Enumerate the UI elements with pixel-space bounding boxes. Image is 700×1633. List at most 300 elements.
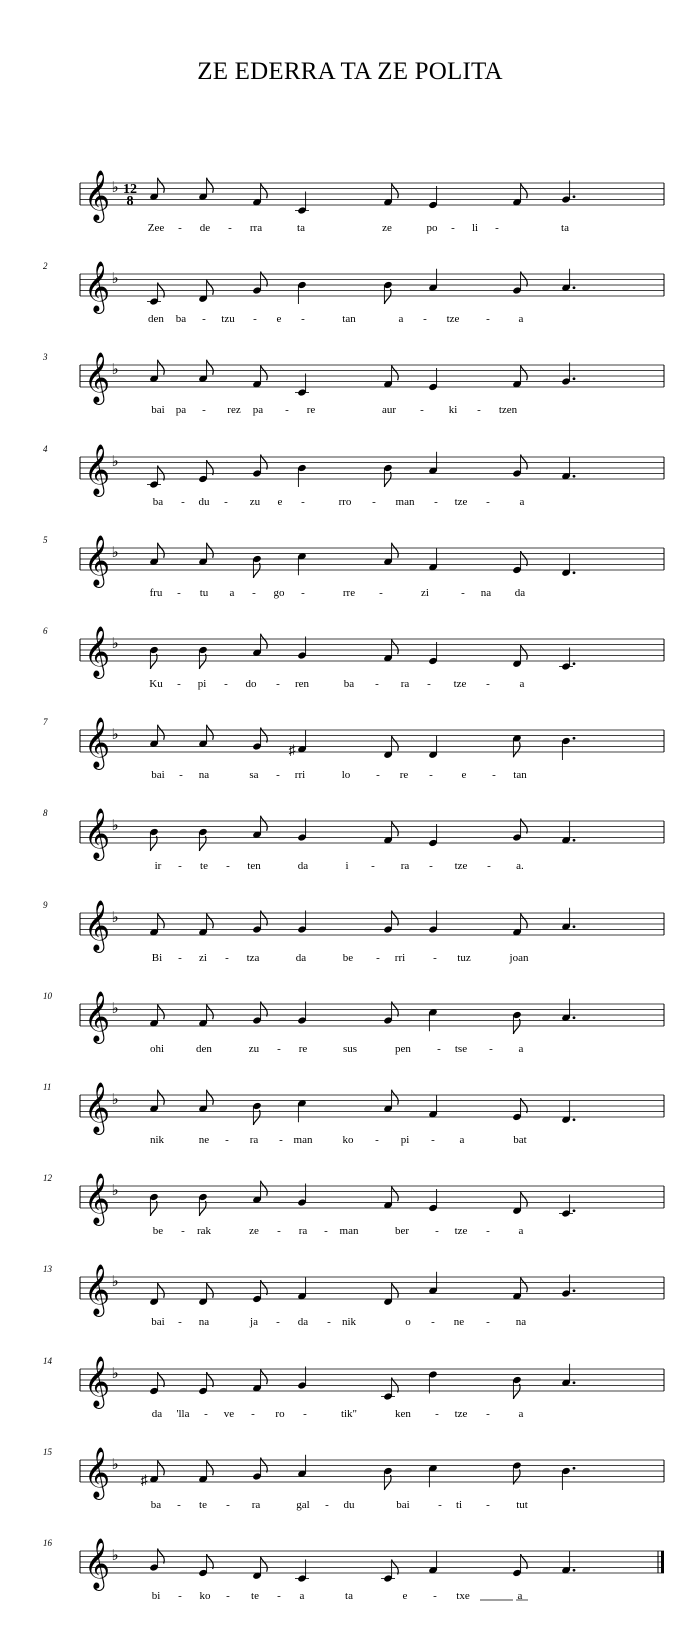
note <box>428 736 438 759</box>
lyric-syllable: ro <box>275 1408 285 1420</box>
flag <box>158 360 165 375</box>
lyric-hyphen: - <box>435 1408 439 1420</box>
flag <box>521 645 528 660</box>
lyric-syllable: ko <box>342 1134 354 1146</box>
lyric-hyphen: - <box>486 313 490 325</box>
augmentation-dot <box>573 1209 576 1212</box>
lyric-syllable: ta <box>561 222 569 234</box>
lyric-syllable: da <box>297 860 309 872</box>
flag <box>521 913 528 928</box>
flag <box>392 639 399 654</box>
lyric-syllable: zi <box>199 952 207 964</box>
flag <box>521 365 528 380</box>
note <box>297 1184 307 1207</box>
treble-clef-icon: 𝄞 <box>83 901 111 950</box>
lyric-syllable: zu <box>248 1043 260 1055</box>
note <box>198 360 213 383</box>
note <box>383 1090 398 1113</box>
treble-clef-icon: 𝄞 <box>83 992 111 1041</box>
lyric-syllable: rra <box>249 222 263 234</box>
lyric-hyphen: - <box>179 769 183 781</box>
lyric-syllable: lo <box>341 769 351 781</box>
note <box>297 552 307 575</box>
lyric-syllable: ti <box>455 1499 463 1511</box>
treble-clef-icon: 𝄞 <box>83 718 111 767</box>
lyric-syllable: gal <box>296 1499 310 1511</box>
lyric-syllable: da <box>297 1316 309 1328</box>
lyric-syllable: re <box>306 404 316 416</box>
lyric-syllable: tut <box>516 1499 528 1511</box>
key-signature-flat-icon: ♭ <box>111 910 119 926</box>
note <box>512 1192 527 1215</box>
lyric-hyphen: - <box>279 1134 283 1146</box>
lyric-syllable: tze <box>446 313 460 325</box>
lyric-hyphen: - <box>489 1043 493 1055</box>
note <box>561 1467 575 1490</box>
lyric-syllable: Zee <box>147 222 165 234</box>
lyric-hyphen: - <box>376 769 380 781</box>
lyric-hyphen: - <box>225 1134 229 1146</box>
lyric-hyphen: - <box>427 678 431 690</box>
lyric-hyphen: - <box>433 952 437 964</box>
measure-number: 3 <box>43 352 48 362</box>
lyric-hyphen: - <box>178 952 182 964</box>
note <box>561 999 575 1022</box>
lyric-hyphen: - <box>486 1225 490 1237</box>
lyric-hyphen: - <box>379 587 383 599</box>
note <box>149 1090 164 1113</box>
note <box>149 1549 164 1572</box>
lyric-syllable: man <box>293 1134 313 1146</box>
note <box>383 281 393 304</box>
note <box>252 1458 267 1481</box>
note <box>198 1090 213 1113</box>
lyric-syllable: tze <box>453 678 467 690</box>
note <box>198 280 213 303</box>
note <box>561 181 575 204</box>
lyric-hyphen: - <box>487 860 491 872</box>
flag <box>513 1384 520 1399</box>
note <box>512 272 527 295</box>
lyric-syllable: re <box>399 769 409 781</box>
time-signature-top: 12 <box>123 182 137 197</box>
lyric-syllable: joan <box>509 952 529 964</box>
note <box>252 728 267 751</box>
flag <box>392 821 399 836</box>
lyric-syllable: e <box>277 496 283 508</box>
lyric-syllable: a <box>518 313 524 325</box>
note <box>149 913 164 936</box>
note <box>512 819 527 842</box>
augmentation-dot <box>573 1467 576 1470</box>
staff-system-15 <box>43 1447 664 1511</box>
barline-final-thick <box>661 1551 664 1573</box>
note <box>428 1370 438 1393</box>
lyric-syllable: a <box>518 1043 524 1055</box>
note <box>198 725 213 748</box>
lyric-hyphen: - <box>224 678 228 690</box>
lyric-hyphen: - <box>486 496 490 508</box>
note <box>289 730 307 758</box>
lyric-syllable: tik" <box>340 1408 358 1420</box>
lyric-hyphen: - <box>276 769 280 781</box>
note <box>198 1460 213 1483</box>
lyric-syllable: a <box>517 1590 523 1602</box>
flag <box>392 183 399 198</box>
flag <box>513 742 520 757</box>
note <box>381 1378 398 1401</box>
lyric-syllable: txe <box>456 1590 470 1602</box>
note <box>295 192 309 215</box>
lyric-hyphen: - <box>276 1316 280 1328</box>
lyric-hyphen: - <box>486 678 490 690</box>
lyric-syllable: fru <box>149 587 163 599</box>
lyric-hyphen: - <box>285 404 289 416</box>
lyric-syllable: na <box>480 587 492 599</box>
note <box>383 1002 398 1025</box>
flag <box>207 913 214 928</box>
flag <box>199 1201 206 1216</box>
lyric-syllable: rez <box>227 404 241 416</box>
lyric-syllable: pen <box>395 1043 411 1055</box>
key-signature-flat-icon: ♭ <box>111 1183 119 1199</box>
lyric-syllable: ne <box>453 1316 465 1328</box>
staff-system-9 <box>43 900 664 964</box>
lyric-syllable: ja <box>250 1316 258 1328</box>
note <box>198 1004 213 1027</box>
note <box>149 543 164 566</box>
lyric-syllable: Bi <box>151 952 163 964</box>
lyric-hyphen: - <box>434 496 438 508</box>
note <box>559 1195 575 1218</box>
lyric-syllable: ohi <box>149 1043 165 1055</box>
measure-number: 10 <box>43 991 52 1001</box>
lyric-syllable: rri <box>394 952 406 964</box>
lyric-syllable: ba <box>343 678 355 690</box>
flag <box>261 1557 268 1572</box>
lyric-hyphen: - <box>253 313 257 325</box>
lyric-syllable: tze <box>454 1225 468 1237</box>
note <box>252 911 267 934</box>
lyric-syllable: a <box>519 678 525 690</box>
flag <box>384 289 391 304</box>
staff-system-4 <box>43 444 664 508</box>
note <box>149 646 159 669</box>
measure-number: 14 <box>43 1356 52 1366</box>
note <box>512 1277 527 1300</box>
key-signature-flat-icon: ♭ <box>111 180 119 196</box>
lyric-hyphen: - <box>438 1499 442 1511</box>
time-signature-bottom: 8 <box>126 194 134 209</box>
note <box>512 551 527 574</box>
flag <box>207 1283 214 1298</box>
note <box>198 913 213 936</box>
key-signature-flat-icon: ♭ <box>111 1092 119 1108</box>
note <box>141 1460 165 1488</box>
note <box>428 1095 438 1118</box>
note <box>297 1002 307 1025</box>
note <box>297 637 307 660</box>
note <box>252 555 262 578</box>
flag <box>384 472 391 487</box>
note <box>252 272 267 295</box>
lyric-hyphen: - <box>277 1225 281 1237</box>
note <box>198 1283 213 1306</box>
lyric-syllable: den <box>148 313 164 325</box>
lyric-syllable: ren <box>294 678 310 690</box>
note <box>252 1557 267 1580</box>
note <box>198 1554 213 1577</box>
staff-system-8 <box>43 808 664 872</box>
flag <box>513 1019 520 1034</box>
augmentation-dot <box>573 1569 576 1572</box>
flag <box>207 178 214 193</box>
note <box>561 737 575 760</box>
augmentation-dot <box>573 377 576 380</box>
lyric-hyphen: - <box>177 1499 181 1511</box>
measure-number: 9 <box>43 900 48 910</box>
lyric-hyphen: - <box>202 313 206 325</box>
lyric-syllable: tze <box>454 860 468 872</box>
note <box>561 554 575 577</box>
flag <box>150 654 157 669</box>
lyric-hyphen: - <box>301 313 305 325</box>
flag <box>158 725 165 740</box>
lyric-syllable: pa <box>252 404 264 416</box>
lyric-hyphen: - <box>301 587 305 599</box>
note <box>428 368 438 391</box>
staff-system-5 <box>43 535 664 599</box>
lyric-syllable: ra <box>251 1499 261 1511</box>
key-signature-flat-icon: ♭ <box>111 727 119 743</box>
flag <box>158 1090 165 1105</box>
treble-clef-icon: 𝄞 <box>83 1448 111 1497</box>
lyric-syllable: zi <box>421 587 429 599</box>
lyric-syllable: tzen <box>498 404 518 416</box>
note <box>383 736 398 759</box>
flag <box>158 1004 165 1019</box>
lyric-syllable: man <box>339 1225 359 1237</box>
measure-number: 11 <box>43 1082 52 1092</box>
lyric-syllable: ki <box>448 404 458 416</box>
lyric-syllable: ba <box>175 313 187 325</box>
lyric-hyphen: - <box>202 404 206 416</box>
lyric-syllable: tzu <box>221 313 235 325</box>
note <box>428 1272 438 1295</box>
treble-clef-icon: 𝄞 <box>83 809 111 858</box>
flag <box>261 1369 268 1384</box>
augmentation-dot <box>573 571 576 574</box>
note <box>149 1004 164 1027</box>
augmentation-dot <box>573 475 576 478</box>
note <box>297 281 307 304</box>
lyric-syllable: ta <box>297 222 305 234</box>
note <box>149 1283 164 1306</box>
staff-system-13 <box>43 1264 664 1328</box>
lyric-syllable: li <box>471 222 479 234</box>
lyric-hyphen: - <box>181 1225 185 1237</box>
lyric-syllable: go <box>273 587 285 599</box>
flag <box>150 1201 157 1216</box>
measure-number: 13 <box>43 1264 52 1274</box>
note <box>149 1193 159 1216</box>
lyric-syllable: a <box>518 1408 524 1420</box>
note <box>295 374 309 397</box>
lyric-syllable: na <box>198 769 210 781</box>
staff-system-16 <box>43 1538 664 1602</box>
note <box>198 543 213 566</box>
lyric-syllable: ra <box>249 1134 259 1146</box>
note <box>252 1280 267 1303</box>
augmentation-dot <box>573 925 576 928</box>
note <box>383 365 398 388</box>
flag <box>207 1090 214 1105</box>
note <box>198 178 213 201</box>
lyric-hyphen: - <box>178 1590 182 1602</box>
lyric-syllable: tse <box>454 1043 468 1055</box>
lyric-hyphen: - <box>371 860 375 872</box>
note <box>297 1277 307 1300</box>
note <box>252 455 267 478</box>
note <box>561 1275 575 1298</box>
lyric-syllable: bai <box>151 1316 165 1328</box>
lyric-hyphen: - <box>429 860 433 872</box>
note <box>383 1467 393 1490</box>
lyric-syllable: ra <box>298 1225 308 1237</box>
note <box>561 363 575 386</box>
note <box>252 1002 267 1025</box>
note <box>512 913 527 936</box>
lyric-hyphen: - <box>435 1225 439 1237</box>
flag <box>207 360 214 375</box>
note <box>559 648 575 671</box>
lyric-syllable: tze <box>454 496 468 508</box>
treble-clef-icon: 𝄞 <box>83 353 111 402</box>
lyric-syllable: da <box>514 587 526 599</box>
note <box>149 725 164 748</box>
lyric-syllable: tan <box>513 769 527 781</box>
treble-clef-icon: 𝄞 <box>83 627 111 676</box>
flag <box>392 736 399 751</box>
flag <box>521 1277 528 1292</box>
flag <box>392 1283 399 1298</box>
lyric-syllable: ze <box>382 222 392 234</box>
staff-system-3 <box>42 352 664 416</box>
lyric-syllable: bai <box>151 404 165 416</box>
sharp-accidental-icon: ♯ <box>140 1473 148 1489</box>
note <box>252 816 267 839</box>
note <box>147 466 164 489</box>
note <box>428 269 438 292</box>
key-signature-flat-icon: ♭ <box>111 1001 119 1017</box>
staff-system-14 <box>43 1356 664 1420</box>
lyric-hyphen: - <box>251 1408 255 1420</box>
lyric-hyphen: - <box>324 1225 328 1237</box>
key-signature-flat-icon: ♭ <box>111 362 119 378</box>
note <box>198 1372 213 1395</box>
note <box>297 911 307 934</box>
lyric-hyphen: - <box>451 222 455 234</box>
flag <box>253 563 260 578</box>
measure-number: 12 <box>43 1173 52 1183</box>
note <box>561 1364 575 1387</box>
flag <box>261 816 268 831</box>
lyric-syllable: rre <box>342 587 356 599</box>
lyric-syllable: te <box>200 860 208 872</box>
note <box>561 269 575 292</box>
lyric-hyphen: - <box>226 1590 230 1602</box>
lyric-syllable: a <box>519 496 525 508</box>
lyric-syllable: ber <box>394 1225 410 1237</box>
lyric-syllable: tan <box>342 313 356 325</box>
note <box>198 1193 208 1216</box>
lyric-hyphen: - <box>226 1499 230 1511</box>
lyric-syllable: e <box>276 313 282 325</box>
flag <box>392 1090 399 1105</box>
staff-system-1 <box>80 171 664 234</box>
key-signature-flat-icon: ♭ <box>111 545 119 561</box>
key-signature-flat-icon: ♭ <box>111 636 119 652</box>
flag <box>207 1460 214 1475</box>
lyric-syllable: ken <box>395 1408 411 1420</box>
lyric-hyphen: - <box>252 587 256 599</box>
key-signature-flat-icon: ♭ <box>111 1548 119 1564</box>
lyric-syllable: i <box>345 860 349 872</box>
lyric-syllable: na <box>198 1316 210 1328</box>
note <box>561 821 575 844</box>
staff-system-7 <box>43 717 664 781</box>
lyric-syllable: po <box>426 222 438 234</box>
lyric-hyphen: - <box>420 404 424 416</box>
lyric-syllable: rak <box>196 1225 212 1237</box>
lyric-syllable: ra <box>400 860 410 872</box>
staff-system-6 <box>43 626 664 690</box>
flag <box>392 543 399 558</box>
lyric-syllable: be <box>342 952 354 964</box>
note <box>149 1372 164 1395</box>
note <box>383 911 398 934</box>
lyric-syllable: bat <box>513 1134 527 1146</box>
note <box>428 911 438 934</box>
lyric-hyphen: - <box>433 1590 437 1602</box>
key-signature-flat-icon: ♭ <box>111 818 119 834</box>
treble-clef-icon: 𝄞 <box>83 1174 111 1223</box>
note <box>561 1101 575 1124</box>
lyric-hyphen: - <box>423 313 427 325</box>
lyric-hyphen: - <box>303 1408 307 1420</box>
lyric-hyphen: - <box>372 496 376 508</box>
staff-system-11 <box>43 1082 664 1146</box>
lyric-hyphen: - <box>325 1499 329 1511</box>
augmentation-dot <box>573 662 576 665</box>
lyric-syllable: de <box>199 222 211 234</box>
measure-number: 6 <box>43 626 48 636</box>
note <box>198 828 208 851</box>
note <box>297 1099 307 1122</box>
note <box>297 819 307 842</box>
note <box>428 548 438 571</box>
staff-system-2 <box>43 261 664 325</box>
measure-number: 7 <box>43 717 48 727</box>
note <box>561 908 575 931</box>
lyric-hyphen: - <box>226 860 230 872</box>
lyric-syllable: 'lla <box>176 1408 190 1420</box>
flag <box>392 365 399 380</box>
note <box>512 1098 527 1121</box>
lyric-syllable: aur <box>381 404 397 416</box>
sharp-accidental-icon: ♯ <box>288 743 296 759</box>
staff-system-10 <box>43 991 664 1055</box>
